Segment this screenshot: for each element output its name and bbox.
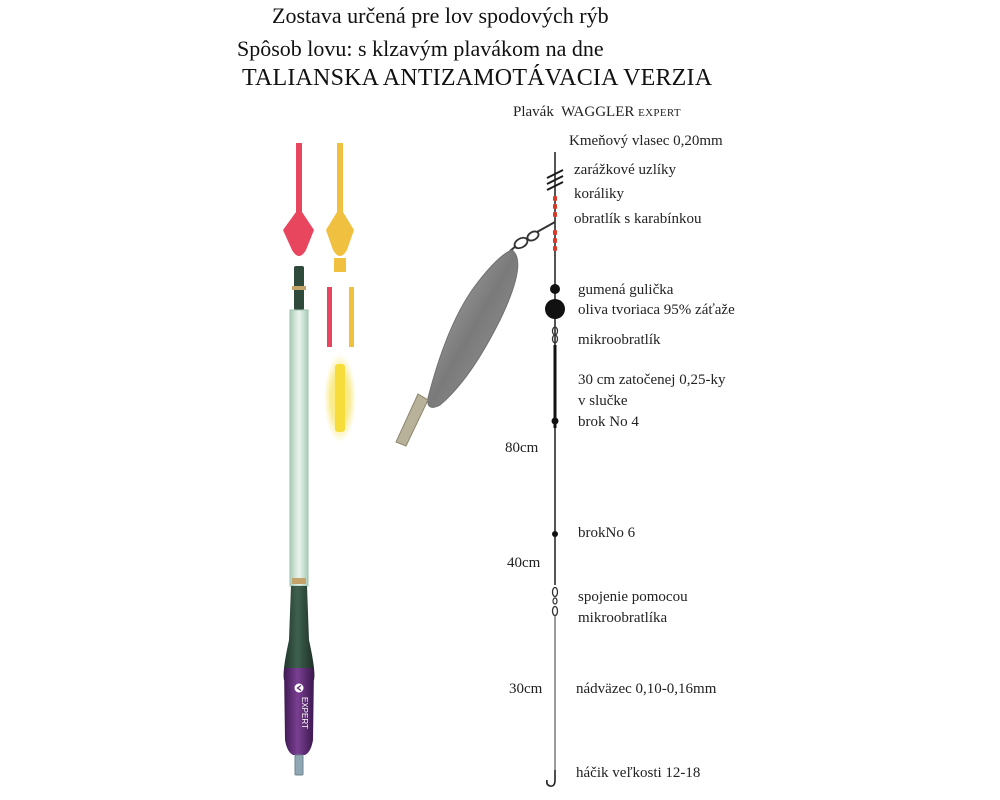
swivel-snap [510, 222, 555, 251]
title-line-2: Spôsob lovu: s klzavým plavákom na dne [237, 36, 604, 61]
float-brand-text: EXPERT [300, 697, 309, 729]
float-cone-red [283, 230, 314, 256]
inline-lead [428, 250, 518, 407]
float-stem [290, 310, 308, 586]
float-label-prefix: Plavák [513, 104, 554, 120]
shot-no-4 [552, 418, 559, 425]
starlight-insert [335, 364, 345, 432]
spare-tips [324, 143, 356, 442]
label-twisted-line-2: v slučke [578, 393, 628, 409]
spare-insert-yellow [349, 287, 354, 347]
spare-antenna-yellow [337, 143, 343, 215]
label-beads: koráliky [574, 186, 624, 202]
float-label-suffix: EXPERT [638, 107, 681, 119]
float-body [284, 586, 315, 680]
distance-80cm: 80cm [505, 440, 539, 456]
shot-no-6 [552, 531, 558, 537]
waggler-float [283, 143, 314, 775]
float-label [513, 104, 681, 121]
label-hooklength: nádväzec 0,10-0,16mm [576, 681, 717, 697]
float-antenna-red [296, 143, 302, 215]
label-olive: oliva tvoriaca 95% záťaže [578, 302, 735, 318]
distance-30cm: 30cm [509, 681, 543, 697]
label-rubber-ball: gumená gulička [578, 282, 674, 298]
title-line-3: TALIANSKA ANTIZAMOTÁVACIA VERZIA [242, 65, 713, 91]
micro-swivel-2 [553, 588, 558, 616]
label-join-1: spojenie pomocou [578, 589, 688, 605]
float-metal-stem [295, 755, 303, 775]
stop-knots [547, 170, 563, 190]
olive-weight [545, 299, 565, 319]
label-micro-swivel: mikroobratlík [578, 332, 661, 348]
title-line-1: Zostava určená pre lov spodových rýb [272, 3, 609, 28]
rubber-ball [550, 284, 560, 294]
float-label-name: WAGGLER [561, 104, 635, 120]
spare-insert-red [327, 287, 332, 347]
label-hook: háčik veľkosti 12-18 [576, 765, 701, 781]
label-twisted-line-1: 30 cm zatočenej 0,25-ky [578, 372, 726, 388]
label-main-line: Kmeňový vlasec 0,20mm [569, 133, 723, 149]
label-shot-6: brokNo 6 [578, 525, 636, 541]
label-shot-4: brok No 4 [578, 414, 639, 430]
distance-40cm: 40cm [507, 555, 541, 571]
label-swivel-snap: obratlík s karabínkou [574, 211, 702, 227]
hook-icon [547, 770, 555, 786]
label-stop-knots: zarážkové uzlíky [574, 162, 677, 178]
lead-tail-tube [396, 394, 428, 446]
expert-logo-icon [295, 684, 304, 693]
label-join-2: mikroobratlíka [578, 610, 668, 626]
